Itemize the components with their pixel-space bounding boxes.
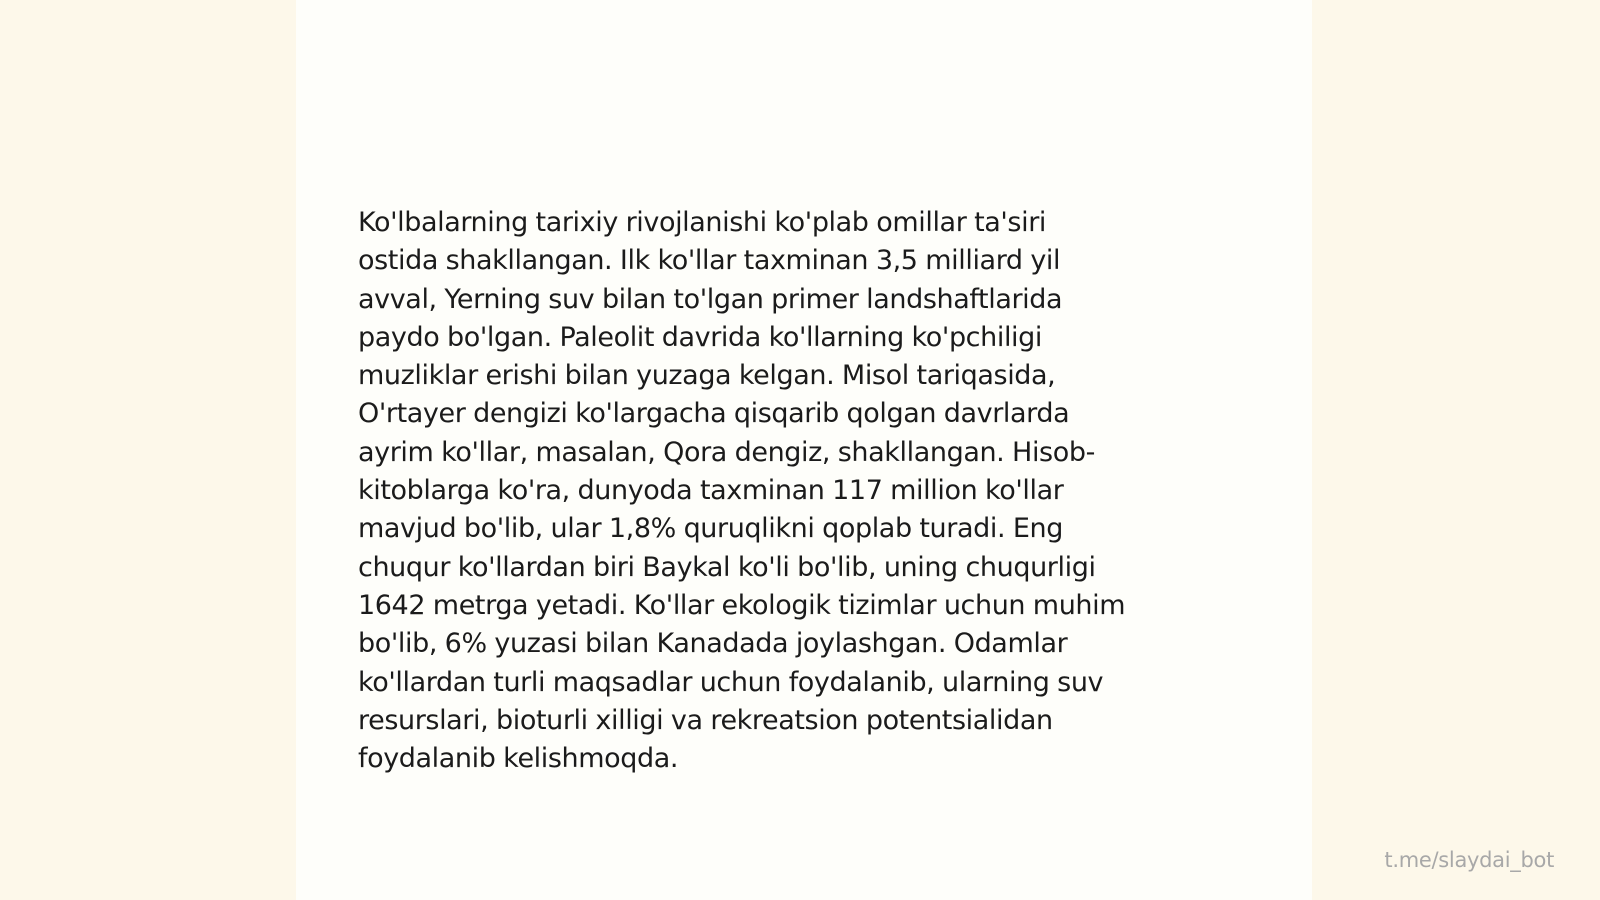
text-line: 1642 metrga yetadi. Ko'llar ekologik tizimlar uchun muhim: [358, 589, 1126, 621]
text-line: ko'llardan turli maqsadlar uchun foydalanib, ularning suv: [358, 666, 1104, 698]
text-line: ostida shakllangan. Ilk ko'llar taxminan 3,5 milliard yil: [358, 245, 1061, 277]
slide-body-text: [358, 204, 1258, 778]
text-line: muzliklar erishi bilan yuzaga kelgan. Misol tariqasida,: [358, 360, 1056, 392]
watermark-text: t.me/slaydai_bot: [1384, 848, 1554, 872]
text-line: mavjud bo'lib, ular 1,8% quruqlikni qoplab turadi. Eng: [358, 513, 1063, 545]
slide-page: [296, 0, 1312, 900]
text-line: avval, Yerning suv bilan to'lgan primer landshaftlarida: [358, 283, 1063, 315]
text-line: O'rtayer dengizi ko'largacha qisqarib qolgan davrlarda: [358, 398, 1070, 430]
text-line: foydalanib kelishmoqda.: [358, 743, 679, 775]
text-line: Ko'lbalarning tarixiy rivojlanishi ko'plab omillar ta'siri: [358, 207, 1047, 238]
text-line: resurslari, bioturli xilligi va rekreatsion potentsialidan: [358, 704, 1053, 736]
text-line: bo'lib, 6% yuzasi bilan Kanadada joylashgan. Odamlar: [358, 628, 1068, 660]
text-line: kitoblarga ko'ra, dunyoda taxminan 117 million ko'llar: [358, 475, 1064, 507]
text-line: paydo bo'lgan. Paleolit davrida ko'llarning ko'pchiligi: [358, 321, 1042, 353]
text-line: chuqur ko'llardan biri Baykal ko'li bo'lib, uning chuqurligi: [358, 551, 1096, 583]
text-line: ayrim ko'llar, masalan, Qora dengiz, shakllangan. Hisob-: [358, 436, 1095, 468]
